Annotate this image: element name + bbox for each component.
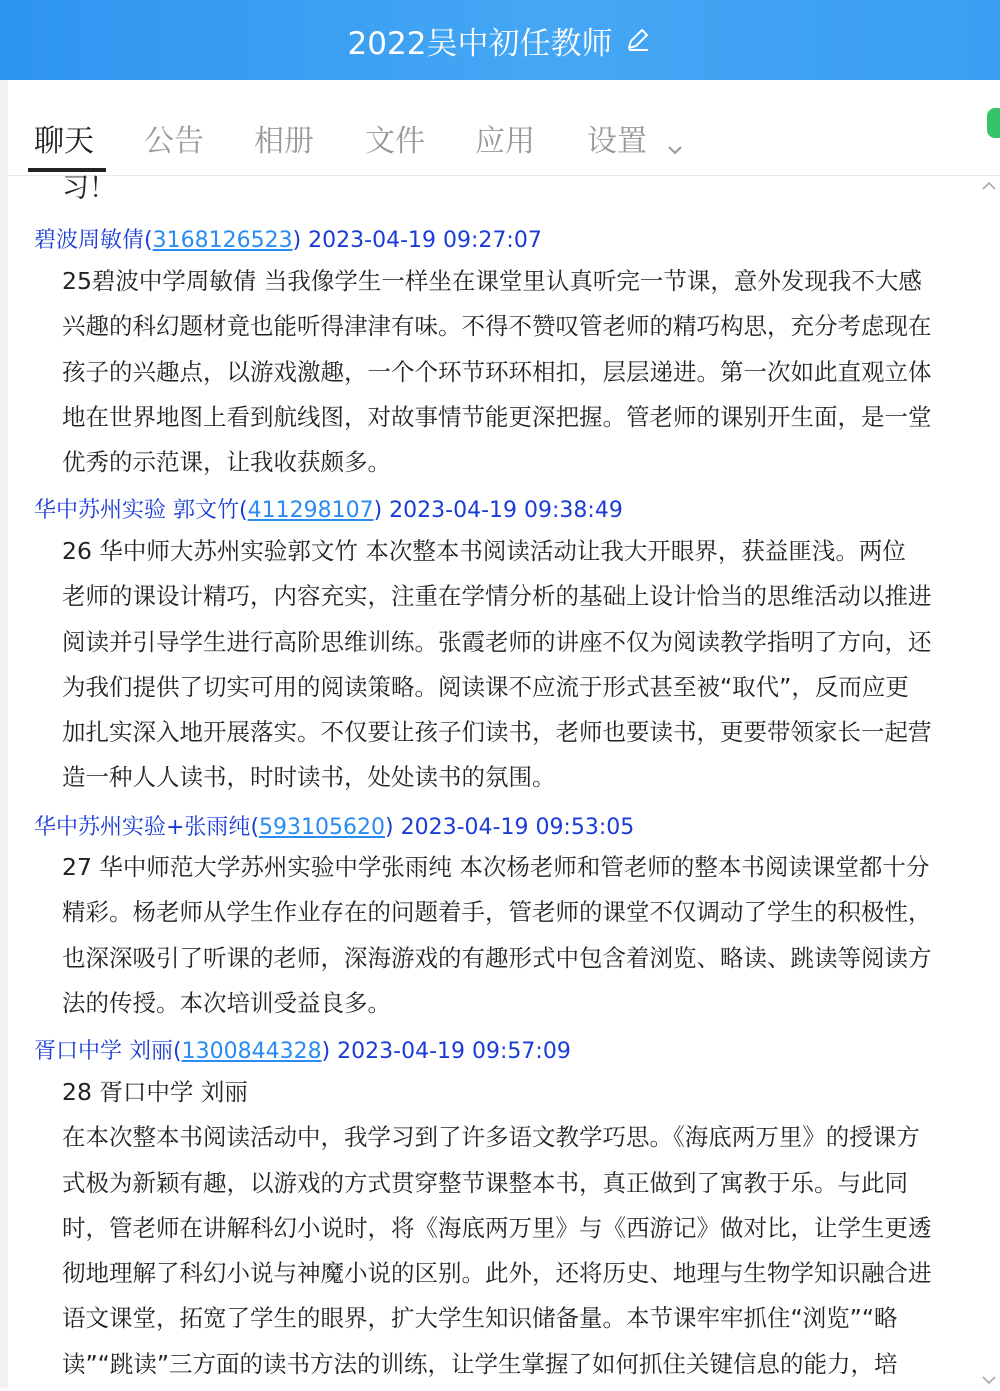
chat-scrollbar[interactable] — [978, 176, 1000, 1388]
message-line: 时，管老师在讲解科幻小说时，将《海底两万里》与《西游记》做对比，让学生更透 — [62, 1213, 932, 1242]
sender-name[interactable]: 胥口中学 刘丽 — [34, 1039, 173, 1064]
tab-announcement[interactable]: 公告 — [144, 124, 204, 159]
message-line: 彻地理解了科幻小说与神魔小说的区别。此外，还将历史、地理与生物学知识融合进 — [62, 1259, 932, 1288]
message-line: 加扎实深入地开展落实。不仅要让孩子们读书，老师也要读书，更要带领家长一起营 — [62, 718, 932, 747]
message-line: 也深深吸引了听课的老师，深海游戏的有趣形式中包含着浏览、略读、跳读等阅读方 — [62, 943, 932, 972]
message-line: 造一种人人读书，时时读书，处处读书的氛围。 — [62, 763, 556, 792]
sender-name[interactable]: 华中苏州实验 郭文竹 — [34, 498, 239, 523]
tab-album[interactable]: 相册 — [254, 124, 314, 159]
tab-chat[interactable]: 聊天 — [34, 124, 94, 159]
message-header: 华中苏州实验+张雨纯(593105620) 2023-04-19 09:53:05 — [34, 815, 635, 840]
active-tab-indicator — [28, 168, 106, 172]
message-time: 2023-04-19 09:57:09 — [337, 1039, 571, 1064]
pencil-icon[interactable] — [624, 26, 652, 54]
sender-qq-link[interactable]: 593105620 — [259, 815, 386, 840]
message-line: 在本次整本书阅读活动中，我学习到了许多语文教学巧思。《海底两万里》的授课方 — [62, 1123, 920, 1152]
sender-qq-link[interactable]: 1300844328 — [181, 1039, 322, 1064]
message-body — [62, 1070, 982, 1387]
scroll-down-icon[interactable] — [980, 1372, 998, 1386]
message-line: 26 华中师大苏州实验郭文竹 本次整本书阅读活动让我大开眼界，获益匪浅。两位 — [62, 537, 906, 565]
status-indicator — [987, 108, 1000, 138]
message-time: 2023-04-19 09:53:05 — [400, 815, 635, 840]
message-line: 28 胥口中学 刘丽 — [62, 1078, 248, 1106]
message-line: 孩子的兴趣点，以游戏激趣，一个个环节环环相扣，层层递进。第一次如此直观立体 — [62, 357, 932, 386]
scroll-up-icon[interactable] — [980, 178, 998, 192]
message-line: 为我们提供了切实可用的阅读策略。阅读课不应流于形式甚至被“取代”，反而应更 — [62, 672, 909, 701]
message-line: 老师的课设计精巧，内容充实，注重在学情分析的基础上设计恰当的思维活动以推进 — [62, 582, 932, 611]
previous-message-tail: 习！ — [62, 173, 116, 204]
message-line: 25碧波中学周敏倩 当我像学生一样坐在课堂里认真听完一节课，意外发现我不大感 — [62, 267, 922, 295]
message-header: 胥口中学 刘丽(1300844328) 2023-04-19 09:57:09 — [34, 1039, 571, 1064]
sender-qq-link[interactable]: 411298107 — [247, 498, 374, 523]
tab-files[interactable]: 文件 — [365, 124, 425, 159]
title-bar — [0, 0, 1000, 80]
sender-qq-link[interactable]: 3168126523 — [152, 228, 293, 253]
message-line: 兴趣的科幻题材竟也能听得津津有味。不得不赞叹管老师的精巧构思，充分考虑现在 — [62, 312, 932, 341]
message-line: 法的传授。本次培训受益良多。 — [62, 988, 391, 1017]
message-line: 精彩。杨老师从学生作业存在的问题着手，管老师的课堂不仅调动了学生的积极性， — [62, 898, 932, 927]
message-line: 地在世界地图上看到航线图，对故事情节能更深把握。管老师的课别开生面，是一堂 — [62, 402, 932, 431]
message-body — [62, 845, 982, 1026]
message-line: 阅读并引导学生进行高阶思维训练。张霞老师的讲座不仅为阅读教学指明了方向，还 — [62, 627, 932, 656]
message-line: 语文课堂，拓宽了学生的眼界，扩大学生知识储备量。本节课牢牢抓住“浏览”“略 — [62, 1304, 898, 1333]
message-time: 2023-04-19 09:27:07 — [308, 228, 542, 253]
message-header: 华中苏州实验 郭文竹(411298107) 2023-04-19 09:38:49 — [34, 498, 623, 523]
message-body — [62, 259, 982, 485]
message-line: 读”“跳读”三方面的读书方法的训练，让学生掌握了如何抓住关键信息的能力，培 — [62, 1349, 898, 1378]
window-edge — [0, 80, 8, 1388]
chevron-down-icon — [665, 133, 685, 153]
tab-settings[interactable]: 设置 — [587, 116, 685, 160]
message-line: 优秀的示范课，让我收获颇多。 — [62, 448, 391, 477]
sender-name[interactable]: 碧波周敏倩 — [34, 228, 145, 253]
sender-name[interactable]: 华中苏州实验+张雨纯 — [34, 815, 251, 840]
tab-bar — [8, 80, 1000, 176]
message-time: 2023-04-19 09:38:49 — [389, 498, 623, 523]
message-header: 碧波周敏倩(3168126523) 2023-04-19 09:27:07 — [34, 228, 542, 253]
message-line: 27 华中师范大学苏州实验中学张雨纯 本次杨老师和管老师的整本书阅读课堂都十分 — [62, 853, 930, 881]
group-title: 2022吴中初任教师 — [347, 25, 613, 62]
message-line: 式极为新颖有趣，以游戏的方式贯穿整节课整本书，真正做到了寓教于乐。与此同 — [62, 1168, 908, 1197]
tab-apps[interactable]: 应用 — [475, 124, 535, 159]
message-body — [62, 529, 982, 801]
